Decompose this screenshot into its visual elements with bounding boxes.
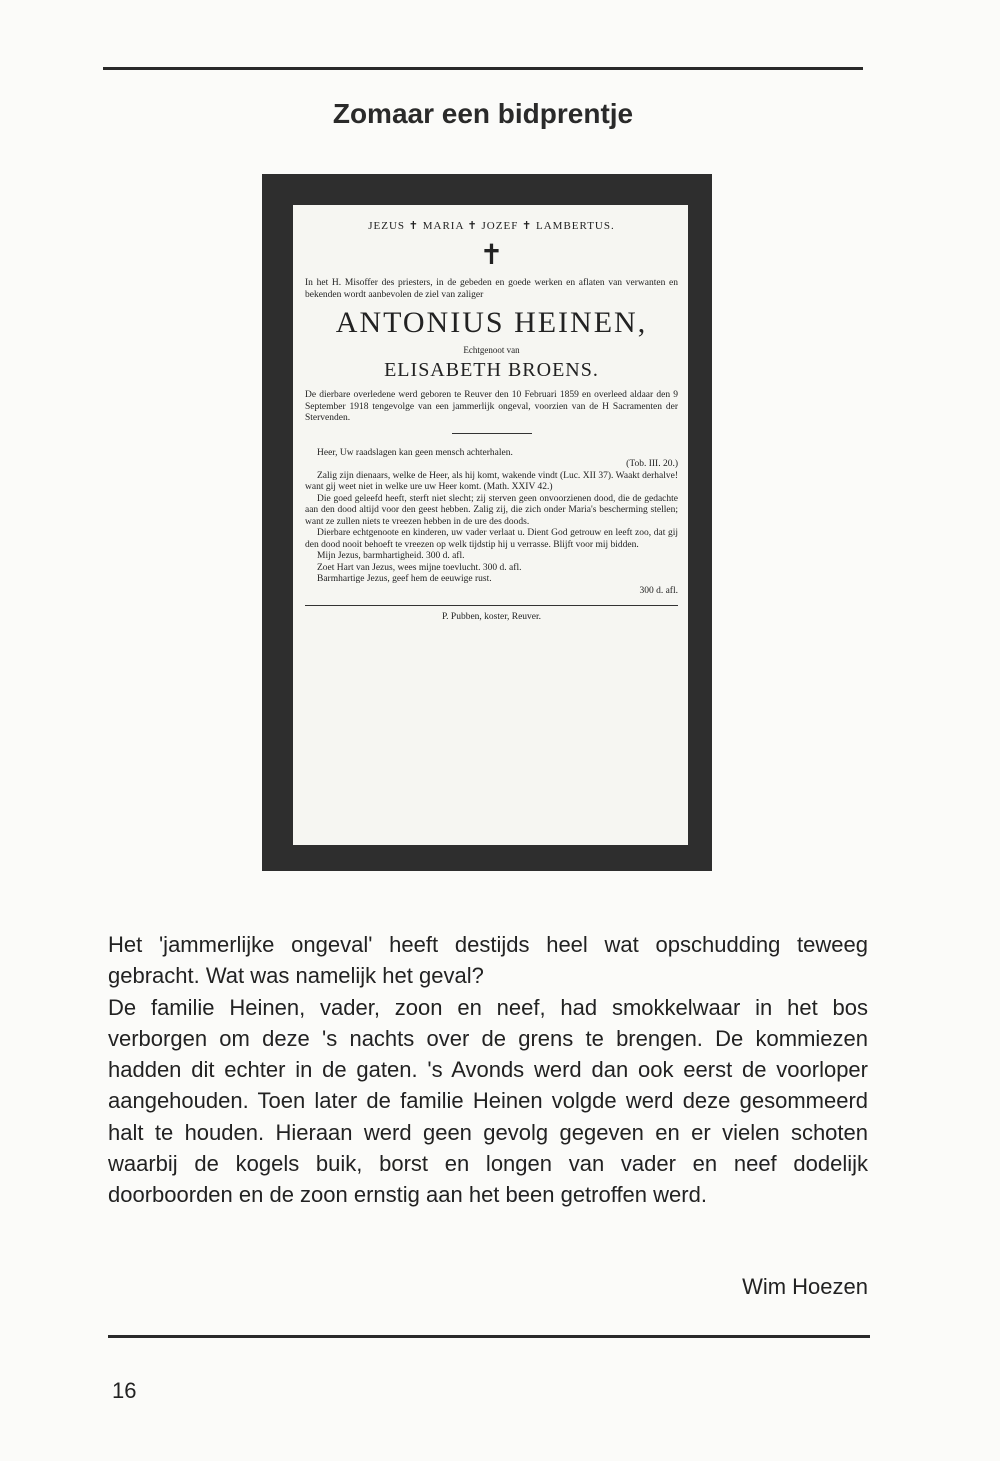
article-paragraph: De familie Heinen, vader, zoon en neef, had smokkelwaar in het bos verborgen om deze 's nachts over de grens te brengen. De kommiezen hadden dit echter in de gaten. 's Avonds werd dan ook eerst de voorloper aangehouden. Toen later de familie Heinen volgde werd deze gesommeerd halt te houden. Hieraan werd geen gevolg gegeven en er vielen schoten waarbij de kogels buik, borst en longen van vader en neef dodelijk doorboorden en de zoon ernstig aan het been getroffen werd. [108,994,868,1208]
article-paragraph: Het 'jammerlijke ongeval' heeft destijds heel wat opschudding teweeg gebracht. Wat was namelijk het geval? [108,932,868,989]
card-biography: De dierbare overledene werd geboren te Reuver den 10 Februari 1859 en overleed aldaar den 9 September 1918 tengevolge van een jammerlijk ongeval, voorzien van de H Sacramenten der Stervenden. [305,390,678,423]
memorial-card-inner [293,205,688,845]
top-rule [103,67,863,70]
card-quote: Dierbare echtgenoote en kinderen, uw vader verlaat u. Dient God getrouw en leeft zoo, dat gij den dood nooit behoeft te vreezen op welk tijdstip hij u verrasse. Blijft voor mij bidden. [305,528,678,550]
card-quote: Die goed geleefd heeft, sterft niet slecht; zij sterven geen onvoorzienen dood, die de gedachte aan den dood altijd voor den geest hebben. Zalig zij, die zich onder Maria's bescherming stellen; want ze zullen niets te vreezen hebben in de ure des doods. [305,493,678,527]
page-title: Zomaar een bidprentje [332,98,634,129]
card-deceased-name: ANTONIUS HEINEN, [335,306,648,339]
card-printer: P. Pubben, koster, Reuver. [441,612,542,622]
card-indulgence: Mijn Jezus, barmhartigheid. 300 d. afl. [317,551,465,561]
cross-icon: ✝ [479,240,504,271]
card-spouse-name: ELISABETH BROENS. [384,359,599,381]
card-names-line: JEZUS ✝ MARIA ✝ JOZEF ✝ LAMBERTUS. [368,220,615,232]
card-quote-ref: (Tob. III. 20.) [626,459,678,469]
bottom-rule [108,1335,870,1338]
article-body [108,929,868,1211]
card-spouse-label: Echtgenoot van [463,345,520,355]
card-indulgence: Zoet Hart van Jezus, wees mijne toevlucht. 300 d. afl. [317,562,522,573]
card-quote: Heer, Uw raadslagen kan geen mensch achterhalen. [317,447,513,458]
author-signature: Wim Hoezen [742,1274,868,1299]
card-quote: Zalig zijn dienaars, welke de Heer, als hij komt, wakende vindt (Luc. XII 37). Waakt derhalve! want gij weet niet in welke ure uw Heer komt. (Math. XXIV 42.) [305,470,678,492]
card-intro: In het H. Misoffer des priesters, in de gebeden en goede werken en aflaten van verwanten en bekenden wordt aanbevolen de ziel van zaliger [305,278,678,300]
card-short-rule [452,433,532,434]
page-number: 16 [112,1378,137,1403]
memorial-card [262,174,712,871]
card-indulgence-ref: 300 d. afl. [639,585,678,596]
card-indulgence: Barmhartige Jezus, geef hem de eeuwige rust. [317,574,492,584]
card-bottom-rule [305,605,678,606]
